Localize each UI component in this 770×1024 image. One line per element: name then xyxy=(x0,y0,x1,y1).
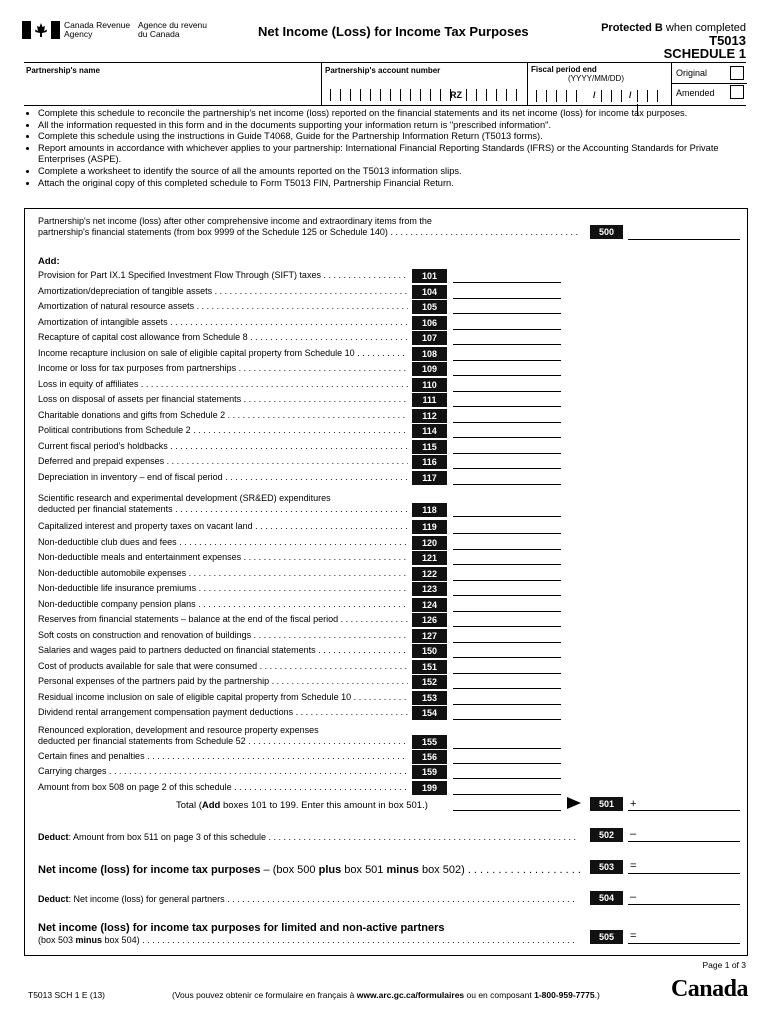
box-505-code: 505 xyxy=(590,930,623,944)
box-code: 115 xyxy=(412,440,447,454)
box-code: 123 xyxy=(412,582,447,596)
equals-sign: = xyxy=(630,860,637,872)
box-code: 112 xyxy=(412,409,447,423)
line-item-label: Non-deductible life insurance premiums . . . xyxy=(38,583,408,594)
box-code: 111 xyxy=(412,393,447,407)
amount-field[interactable] xyxy=(453,520,561,534)
line-item-label: Charitable donations and gifts from Schedule 2 . . . xyxy=(38,410,408,421)
amount-field[interactable] xyxy=(453,750,561,764)
box-502-field[interactable] xyxy=(628,828,740,842)
rz-label: RZ xyxy=(450,90,462,100)
box-503-field[interactable] xyxy=(628,860,740,874)
fiscal-year-digits[interactable] xyxy=(536,90,586,102)
original-checkbox[interactable] xyxy=(730,66,744,80)
amount-field[interactable] xyxy=(453,765,561,779)
line-item-label: Soft costs on construction and renovation of buildings . . . xyxy=(38,630,408,641)
box-code: 122 xyxy=(412,567,447,581)
amount-field[interactable] xyxy=(453,393,561,407)
equals-sign: = xyxy=(630,930,637,942)
box-code: 120 xyxy=(412,536,447,550)
box-code: 151 xyxy=(412,660,447,674)
page-number: Page 1 of 3 xyxy=(702,960,746,970)
box-code: 150 xyxy=(412,644,447,658)
box-code: 126 xyxy=(412,613,447,627)
deduct-504-label: Deduct: Net income (loss) for general partners . . . xyxy=(38,894,578,905)
original-label: Original xyxy=(676,68,708,78)
box-code: 105 xyxy=(412,300,447,314)
arrow-right-icon xyxy=(567,797,581,809)
form-title: Net Income (Loss) for Income Tax Purposes xyxy=(258,24,529,39)
total-add-field[interactable] xyxy=(453,797,561,811)
line-item-label: Income recapture inclusion on sale of eligible capital property from Schedule 10 . . . xyxy=(38,348,408,359)
protected-label: Protected B when completed xyxy=(601,22,746,34)
line-item-label: Non-deductible meals and entertainment expenses . . . xyxy=(38,552,408,563)
box-505-field[interactable] xyxy=(628,930,740,944)
account-number-field[interactable] xyxy=(321,63,528,105)
box-code: 124 xyxy=(412,598,447,612)
line-item-label: Cost of products available for sale that were consumed . . . xyxy=(38,661,408,672)
identification-section xyxy=(24,62,746,106)
account-number-label: Partnership's account number xyxy=(325,66,441,75)
box-code: 110 xyxy=(412,378,447,392)
french-notice: (Vous pouvez obtenir ce formulaire en français à www.arc.gc.ca/formulaires ou en composant 1-800-959-7775.) xyxy=(172,990,600,1000)
fiscal-period-label: Fiscal period end xyxy=(531,65,597,74)
amount-field[interactable] xyxy=(453,536,561,550)
box-code: 199 xyxy=(412,781,447,795)
total-label: Total (Add boxes 101 to 199. Enter this amount in box 501.) xyxy=(176,800,428,811)
line-item-label: Provision for Part IX.1 Specified Investment Flow Through (SIFT) taxes . . . xyxy=(38,270,408,281)
fiscal-period-field[interactable] xyxy=(527,63,672,105)
instruction-item: • Complete this schedule to reconcile the partnership's net income (loss) reported on the financial statements and its net income (loss) for income tax purposes. xyxy=(38,108,758,120)
line-item-label: Deferred and prepaid expenses . . . xyxy=(38,456,408,467)
partnership-name-label: Partnership's name xyxy=(26,66,100,75)
line-item-label: Amortization of intangible assets . . . xyxy=(38,317,408,328)
instruction-item: • Report amounts in accordance with whichever applies to your partnership: International Financial Reporting Standards (IFRS) or the Accounting Standards for Private Enterprises (ASPE). xyxy=(38,143,758,166)
box-code: 155 xyxy=(412,735,447,749)
amount-field[interactable] xyxy=(453,378,561,392)
instruction-item: • Complete a worksheet to identify the source of all the amounts reported on the T5013 information slips. xyxy=(38,166,758,178)
box-code: 104 xyxy=(412,285,447,299)
add-label: Add: xyxy=(38,256,60,267)
minus-sign: – xyxy=(630,891,637,903)
line-item-label: Income or loss for tax purposes from partnerships . . . xyxy=(38,363,408,374)
form-number: T5013 SCHEDULE 1 xyxy=(663,33,746,61)
box-code: 114 xyxy=(412,424,447,438)
box-code: 159 xyxy=(412,765,447,779)
box-code: 101 xyxy=(412,269,447,283)
line-item-label: Reserves from financial statements – balance at the end of the fiscal period . . . xyxy=(38,614,408,625)
date-slash-1: / xyxy=(593,90,596,100)
line-item-label: Current fiscal period's holdbacks . . . xyxy=(38,441,408,452)
fiscal-day-digits[interactable] xyxy=(637,90,672,102)
line-item-label: Loss in equity of affiliates . . . xyxy=(38,379,408,390)
amount-field[interactable] xyxy=(453,409,561,423)
amount-field[interactable] xyxy=(453,629,561,643)
box-code: 154 xyxy=(412,706,447,720)
amount-field[interactable] xyxy=(453,440,561,454)
box-502-code: 502 xyxy=(590,828,623,842)
amount-field[interactable] xyxy=(453,706,561,720)
box-code: 108 xyxy=(412,347,447,361)
instruction-item: • All the information requested in this form and in the documents supporting your information return is "prescribed information". xyxy=(38,120,758,132)
box-code: 117 xyxy=(412,471,447,485)
amount-field[interactable] xyxy=(453,503,561,517)
amount-field[interactable] xyxy=(453,424,561,438)
line-item-label: Depreciation in inventory – end of fiscal period . . . xyxy=(38,472,408,483)
net-income-505-sublabel: (box 503 minus box 504) . . . xyxy=(38,935,578,946)
account-number-digits[interactable] xyxy=(330,89,460,101)
line-item-label: Scientific research and experimental development (SR&ED) expenditures deducted per financial statements . . . xyxy=(38,493,408,515)
date-slash-2: / xyxy=(629,90,632,100)
amount-field[interactable] xyxy=(453,567,561,581)
account-number-suffix[interactable] xyxy=(466,89,526,101)
amount-field[interactable] xyxy=(453,362,561,376)
amount-field[interactable] xyxy=(453,613,561,627)
box-code: 116 xyxy=(412,455,447,469)
line-item-label: Recapture of capital cost allowance from Schedule 8 . . . xyxy=(38,332,408,343)
box-code: 118 xyxy=(412,503,447,517)
amended-checkbox[interactable] xyxy=(730,85,744,99)
line-item-label: Carrying charges . . . xyxy=(38,766,408,777)
instructions-list xyxy=(26,108,758,189)
box-code: 109 xyxy=(412,362,447,376)
box-501-field[interactable] xyxy=(628,797,740,811)
line-item-label: Certain fines and penalties . . . xyxy=(38,751,408,762)
box-504-code: 504 xyxy=(590,891,623,905)
amount-field[interactable] xyxy=(453,582,561,596)
amount-field[interactable] xyxy=(453,781,561,795)
line-item-label: Dividend rental arrangement compensation payment deductions . . . xyxy=(38,707,408,718)
amount-field[interactable] xyxy=(453,660,561,674)
instruction-item: • Attach the original copy of this completed schedule to Form T5013 FIN, Partnership Financial Return. xyxy=(38,178,758,190)
box-501-code: 501 xyxy=(590,797,623,811)
agency-name-en: Canada Revenue Agency xyxy=(64,20,131,39)
amount-field[interactable] xyxy=(453,455,561,469)
line-item-label: Salaries and wages paid to partners deducted on financial statements . . . xyxy=(38,645,408,656)
amount-field[interactable] xyxy=(453,316,561,330)
line-item-label: Amortization/depreciation of tangible assets . . . xyxy=(38,286,408,297)
line-item-label: Loss on disposal of assets per financial statements . . . xyxy=(38,394,408,405)
amount-field[interactable] xyxy=(453,551,561,565)
amount-field[interactable] xyxy=(453,598,561,612)
amount-field[interactable] xyxy=(453,269,561,283)
canada-flag-icon xyxy=(22,21,60,39)
amount-field[interactable] xyxy=(453,347,561,361)
line-item-label: Personal expenses of the partners paid by the partnership . . . xyxy=(38,676,408,687)
box-500-field[interactable] xyxy=(628,226,740,240)
net-income-505-label: Net income (loss) for income tax purposes for limited and non-active partners xyxy=(38,922,445,934)
amended-label: Amended xyxy=(676,88,715,98)
canada-wordmark: Canada xyxy=(670,976,748,1002)
fiscal-month-digits[interactable] xyxy=(601,90,631,102)
net-income-fs-label: Partnership's net income (loss) after other comprehensive income and extraordinary items from the partnership's financial statements (from box 9999 of the Schedule 125 or Schedule 140) . . . xyxy=(38,216,578,238)
instruction-item: • Complete this schedule using the instructions in Guide T4068, Guide for the Partnership Information Return (T5013 forms). xyxy=(38,131,758,143)
box-code: 121 xyxy=(412,551,447,565)
box-code: 156 xyxy=(412,750,447,764)
box-500-code: 500 xyxy=(590,225,623,239)
amount-field[interactable] xyxy=(453,300,561,314)
agency-name-fr: Agence du revenu du Canada xyxy=(138,20,207,39)
box-code: 106 xyxy=(412,316,447,330)
amount-field[interactable] xyxy=(453,285,561,299)
amount-field[interactable] xyxy=(453,471,561,485)
line-item-label: Non-deductible automobile expenses . . . xyxy=(38,568,408,579)
line-item-label: Amount from box 508 on page 2 of this schedule . . . xyxy=(38,782,408,793)
box-503-code: 503 xyxy=(590,860,623,874)
line-item-label: Non-deductible company pension plans . . . xyxy=(38,599,408,610)
line-item-label: Capitalized interest and property taxes on vacant land . . . xyxy=(38,521,408,532)
box-code: 127 xyxy=(412,629,447,643)
plus-sign: + xyxy=(630,798,637,810)
amount-field[interactable] xyxy=(453,331,561,345)
return-type-section xyxy=(671,63,747,105)
line-item-label: Non-deductible club dues and fees . . . xyxy=(38,537,408,548)
line-item-label: Residual income inclusion on sale of eligible capital property from Schedule 10 . . . xyxy=(38,692,408,703)
amount-field[interactable] xyxy=(453,675,561,689)
box-504-field[interactable] xyxy=(628,891,740,905)
box-code: 153 xyxy=(412,691,447,705)
line-item-label: Renounced exploration, development and resource property expenses deducted per financial statements from Schedule 52 . . . xyxy=(38,725,408,747)
line-item-label: Political contributions from Schedule 2 . . . xyxy=(38,425,408,436)
minus-sign: – xyxy=(630,828,637,840)
net-income-503-label: Net income (loss) for income tax purposes – (box 500 plus box 501 minus box 502) . . . xyxy=(38,864,583,877)
box-code: 119 xyxy=(412,520,447,534)
line-item-label: Amortization of natural resource assets . . . xyxy=(38,301,408,312)
box-code: 152 xyxy=(412,675,447,689)
form-id: T5013 SCH 1 E (13) xyxy=(28,990,106,1000)
amount-field[interactable] xyxy=(453,691,561,705)
fiscal-period-format: (YYYY/MM/DD) xyxy=(568,74,624,83)
box-code: 107 xyxy=(412,331,447,345)
amount-field[interactable] xyxy=(453,644,561,658)
amount-field[interactable] xyxy=(453,735,561,749)
deduct-502-label: Deduct: Amount from box 511 on page 3 of this schedule . . . xyxy=(38,832,578,843)
